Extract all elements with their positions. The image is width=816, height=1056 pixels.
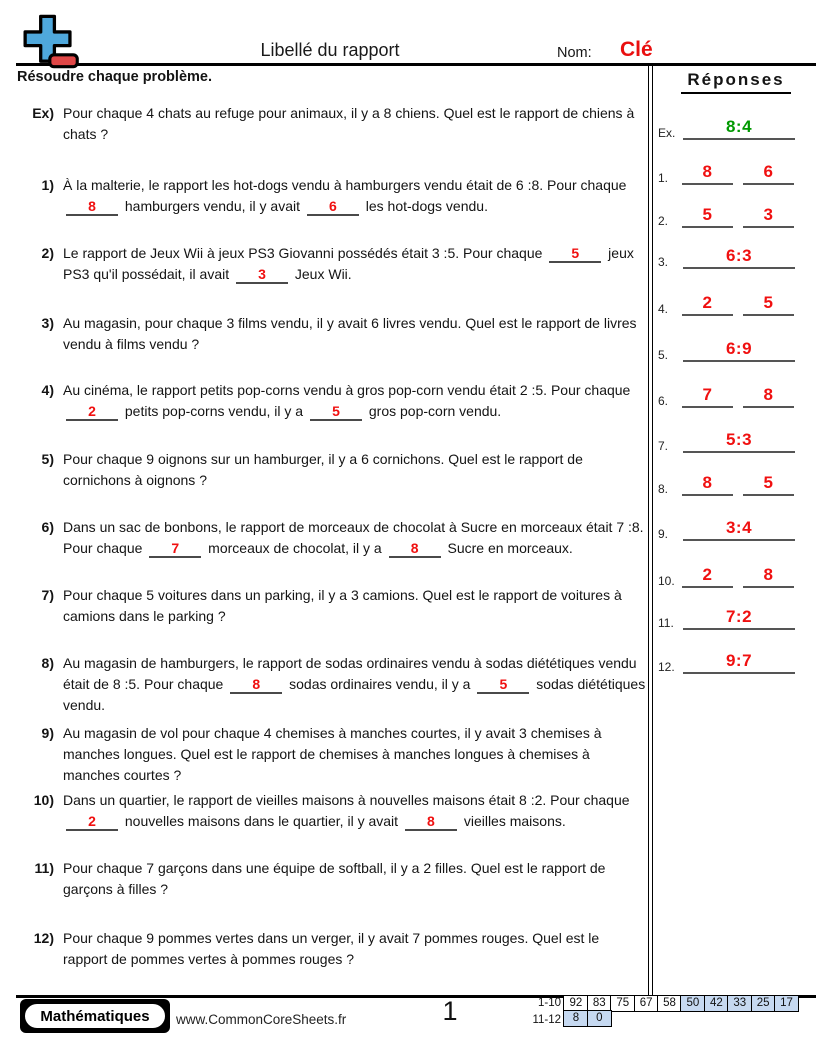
answer-value: 8 (763, 565, 774, 584)
score-cell: 67 (634, 995, 659, 1012)
answer-blank (743, 200, 794, 228)
answer-blank (682, 380, 733, 408)
problem-number: 1) (41, 177, 54, 193)
problem-number: 7) (41, 587, 54, 603)
problem-text: À la malterie, le rapport les hot-dogs vendu à hamburgers vendu était de 6 :8. Pour chaque 8 hamburgers vendu, il y avait 6 les hot-dogs vendu. (63, 177, 627, 214)
problem-text: Au magasin, pour chaque 3 films vendu, il y avait 6 livres vendu. Quel est le rapport de livres vendu à films vendu ? (63, 315, 637, 352)
answer-value: 9:7 (725, 651, 753, 670)
inline-answer-blank: 6 (307, 199, 359, 216)
answer-row (655, 241, 815, 269)
problem-number: 6) (41, 519, 54, 535)
answer-value: 2 (702, 565, 713, 584)
answer-row (655, 602, 815, 630)
answer-blank (743, 380, 794, 408)
answer-value: 3:4 (725, 518, 753, 537)
problem-item (14, 175, 646, 217)
problem-text: Pour chaque 4 chats au refuge pour animaux, il y a 8 chiens. Quel est le rapport de chiens à chats ? (63, 105, 635, 142)
answer-blank (683, 334, 795, 362)
problem-item (14, 243, 646, 285)
answer-row (655, 200, 815, 228)
answer-blank (743, 288, 794, 316)
inline-answer-blank: 8 (389, 541, 441, 558)
problem-item (14, 103, 646, 145)
answer-row (655, 425, 815, 453)
problem-text: Au magasin de vol pour chaque 4 chemises à manches courtes, il y avait 3 chemises à manches longues. Quel est le rapport de chemises à manches longues à chemises à manches courtes ? (63, 725, 602, 783)
brand-label: Mathématiques (23, 1002, 167, 1030)
problem-item (14, 585, 646, 627)
answer-row (655, 646, 815, 674)
problem-item (14, 449, 646, 491)
score-row-label: 1-10 (537, 997, 561, 1009)
inline-answer-blank: 8 (405, 814, 457, 831)
answer-number: 8. (658, 482, 669, 496)
problem-number: Ex) (32, 105, 54, 121)
answer-value: 2 (702, 293, 713, 312)
answer-number: 1. (658, 171, 669, 185)
problem-text: Pour chaque 9 pommes vertes dans un verger, il y avait 7 pommes rouges. Quel est le rapport de pommes vertes à pommes rouges ? (63, 930, 600, 967)
answer-number: 11. (658, 616, 674, 630)
inline-answer-blank: 2 (66, 404, 118, 421)
score-cell: 33 (727, 995, 752, 1012)
inline-answer-blank: 3 (236, 267, 288, 284)
header-rule (16, 63, 816, 66)
problem-text: Au magasin de hamburgers, le rapport de sodas ordinaires vendu à sodas diététiques vendu était de 8 :5. Pour chaque 8 sodas ordinaires vendu, il y a 5 sodas diététiques vendu. (63, 655, 646, 713)
answer-row (655, 288, 815, 316)
page-number: 1 (442, 996, 458, 1026)
answer-value: 5 (702, 205, 713, 224)
score-cell: 17 (774, 995, 799, 1012)
problem-number: 3) (41, 315, 54, 331)
answer-number: 4. (658, 302, 669, 316)
answer-value: 8:4 (725, 117, 753, 136)
problem-item (14, 723, 646, 786)
answer-row (655, 157, 815, 185)
problem-item (14, 928, 646, 970)
answer-blank (743, 468, 794, 496)
problem-number: 11) (34, 860, 54, 876)
answer-row (655, 380, 815, 408)
inline-answer-blank: 8 (66, 199, 118, 216)
problem-text: Au cinéma, le rapport petits pop-corns vendu à gros pop-corn vendu était 2 :5. Pour chaque 2 petits pop-corns vendu, il y a 5 gros pop-corn vendu. (63, 382, 631, 419)
instructions: Résoudre chaque problème. (17, 69, 212, 85)
answer-row (655, 468, 815, 496)
score-cell: 50 (680, 995, 705, 1012)
problem-number: 5) (41, 451, 54, 467)
answer-number: 3. (658, 255, 669, 269)
answer-row (655, 560, 815, 588)
answers-header-wrap (656, 70, 816, 94)
answer-number: 5. (658, 348, 669, 362)
score-cell: 92 (563, 995, 588, 1012)
answer-number: 10. (658, 574, 675, 588)
answer-blank (682, 560, 733, 588)
answer-key-name: Clé (620, 38, 653, 61)
problem-number: 4) (41, 382, 54, 398)
problem-text: Dans un quartier, le rapport de vieilles maisons à nouvelles maisons était 8 :2. Pour chaque 2 nouvelles maisons dans le quartier, il y avait 8 vieilles maisons. (63, 792, 630, 829)
score-table (528, 995, 799, 1029)
score-row-label: 11-12 (532, 1014, 561, 1026)
page-title: Libellé du rapport (260, 40, 400, 60)
answer-value: 6:9 (725, 339, 753, 358)
answer-blank (683, 241, 795, 269)
inline-answer-blank: 2 (66, 814, 118, 831)
answer-blank (683, 513, 795, 541)
answer-blank (682, 200, 733, 228)
answer-blank (683, 112, 795, 140)
inline-answer-blank: 5 (549, 246, 601, 263)
answer-value: 5 (763, 293, 774, 312)
problem-item (14, 517, 646, 559)
answer-value: 7:2 (725, 607, 753, 626)
answer-value: 8 (702, 473, 713, 492)
answer-blank (682, 468, 733, 496)
problem-text: Dans un sac de bonbons, le rapport de morceaux de chocolat à Sucre en morceaux était 7 :8. Pour chaque 7 morceaux de chocolat, il y a 8 Sucre en morceaux. (63, 519, 644, 556)
answer-value: 8 (763, 385, 774, 404)
answer-row (655, 334, 815, 362)
column-divider (648, 66, 653, 996)
score-cell: 75 (610, 995, 635, 1012)
answer-value: 7 (702, 385, 713, 404)
answer-blank (743, 157, 794, 185)
problem-text: Pour chaque 7 garçons dans une équipe de softball, il y a 2 filles. Quel est le rapport de garçons à filles ? (63, 860, 606, 897)
problem-item (14, 313, 646, 355)
score-cell: 25 (751, 995, 776, 1012)
answer-blank (683, 425, 795, 453)
brand-badge (20, 999, 170, 1033)
inline-answer-blank: 7 (149, 541, 201, 558)
answer-value: 3 (763, 205, 774, 224)
score-cell: 83 (587, 995, 612, 1012)
answer-blank (682, 157, 733, 185)
plus-minus-math-logo-icon (16, 12, 80, 72)
answer-value: 6 (763, 162, 774, 181)
answer-value: 5:3 (725, 430, 753, 449)
answer-value: 8 (702, 162, 713, 181)
problem-text: Le rapport de Jeux Wii à jeux PS3 Giovanni possédés était 3 :5. Pour chaque 5 jeux PS3 qu'il possédait, il avait 3 Jeux Wii. (63, 245, 634, 282)
answer-number: 12. (658, 660, 675, 674)
answer-number: 7. (658, 439, 669, 453)
inline-answer-blank: 5 (477, 677, 529, 694)
answer-number: 9. (658, 527, 669, 541)
problem-item (14, 653, 646, 716)
answers-header: Réponses (681, 70, 790, 94)
answer-number: 2. (658, 214, 669, 228)
problem-number: 9) (41, 725, 54, 741)
inline-answer-blank: 8 (230, 677, 282, 694)
answer-row (655, 112, 815, 140)
problem-text: Pour chaque 5 voitures dans un parking, il y a 3 camions. Quel est le rapport de voitures à camions dans le parking ? (63, 587, 622, 624)
problem-item (14, 380, 646, 422)
problem-number: 2) (41, 245, 54, 261)
answer-value: 5 (763, 473, 774, 492)
answer-blank (683, 646, 795, 674)
answer-blank (683, 602, 795, 630)
score-cell: 8 (563, 1010, 588, 1027)
problem-item (14, 790, 646, 832)
answer-blank (682, 288, 733, 316)
answer-row (655, 513, 815, 541)
score-row (528, 1012, 799, 1029)
score-cell: 0 (587, 1010, 612, 1027)
problem-number: 8) (41, 655, 54, 671)
inline-answer-blank: 5 (310, 404, 362, 421)
score-cell: 42 (704, 995, 729, 1012)
problem-item (14, 858, 646, 900)
footer-url: www.CommonCoreSheets.fr (176, 1012, 347, 1027)
answer-number: Ex. (658, 126, 676, 140)
answer-number: 6. (658, 394, 669, 408)
name-label: Nom: (557, 45, 592, 61)
answer-blank (743, 560, 794, 588)
score-cell: 58 (657, 995, 682, 1012)
answer-value: 6:3 (725, 246, 753, 265)
problem-number: 10) (33, 792, 54, 808)
problem-number: 12) (33, 930, 54, 946)
problem-text: Pour chaque 9 oignons sur un hamburger, il y a 6 cornichons. Quel est le rapport de cornichons à oignons ? (63, 451, 583, 488)
